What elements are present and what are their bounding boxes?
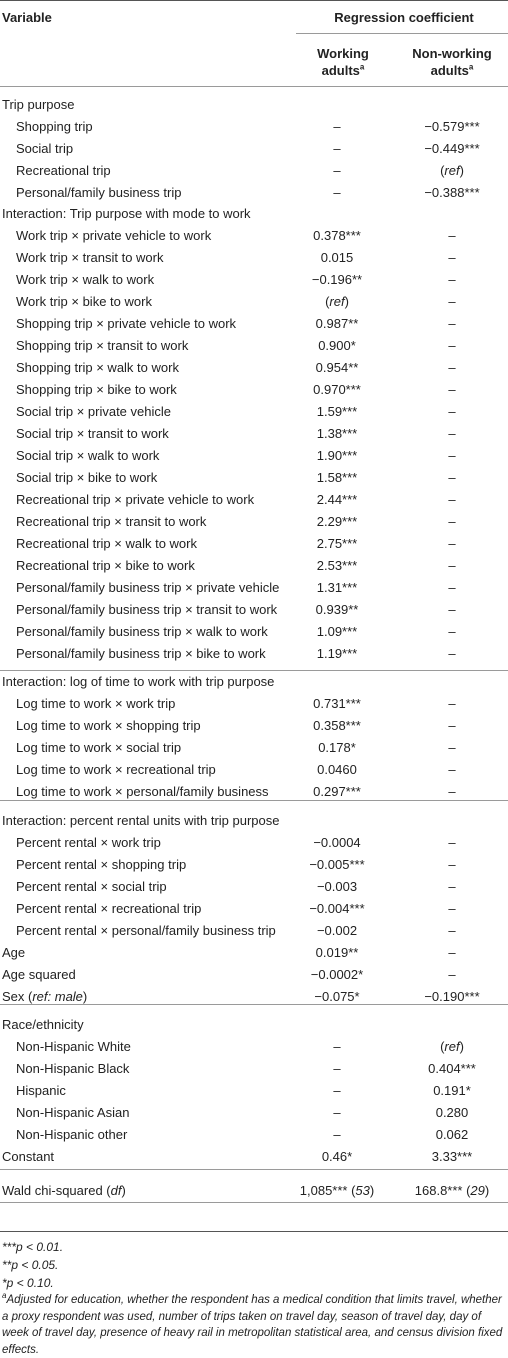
row-label: Non-Hispanic White (16, 1039, 131, 1054)
working-adults-value: 0.939** (315, 602, 359, 617)
row-label: Percent rental × social trip (16, 879, 167, 894)
row-label: Non-Hispanic Black (16, 1061, 130, 1076)
nonworking-adults-value: – (448, 901, 456, 916)
row-label: Sex (ref: male) (2, 989, 88, 1004)
row-label: Social trip (16, 141, 74, 156)
row-label: Age (2, 945, 26, 960)
working-adults-value: −0.0004 (313, 835, 361, 850)
table-row-recreational-trip-bike-to-work (0, 555, 508, 577)
table-row-shopping-trip-walk-to-work (0, 357, 508, 379)
header-nonworking-adults (398, 45, 506, 79)
working-adults-value: 0.015 (320, 250, 354, 265)
row-label: Log time to work × social trip (16, 740, 182, 755)
nonworking-adults-value: – (448, 228, 456, 243)
row-label: Personal/family business trip × transit to work (16, 602, 278, 617)
table-row-shopping-trip-private-vehicle-to-work (0, 313, 508, 335)
table-row-personal-family-business-trip-walk-to-work (0, 621, 508, 643)
row-label: Work trip × walk to work (16, 272, 155, 287)
working-adults-value: – (333, 185, 341, 200)
nonworking-adults-value: 0.062 (435, 1127, 469, 1142)
working-adults-value: – (333, 141, 341, 156)
working-adults-value: 0.378*** (313, 228, 361, 243)
table-row-work-trip-private-vehicle-to-work (0, 225, 508, 247)
nonworking-adults-value: – (448, 718, 456, 733)
table-row-non-hispanic-black (0, 1058, 508, 1080)
row-label: Race/ethnicity (2, 1017, 84, 1032)
table-row-social-trip-walk-to-work (0, 445, 508, 467)
footnote-p10: *p < 0.10. (2, 1276, 54, 1290)
working-adults-value: 1.09*** (316, 624, 358, 639)
working-adults-value: 1.59*** (316, 404, 358, 419)
nonworking-adults-value: – (448, 492, 456, 507)
working-adults-value: −0.002 (316, 923, 358, 938)
working-adults-value: – (333, 119, 341, 134)
working-adults-value: (ref) (325, 294, 349, 309)
working-adults-value: 1.90*** (316, 448, 358, 463)
row-label: Social trip × bike to work (16, 470, 158, 485)
working-adults-value: – (333, 1083, 341, 1098)
table-row-work-trip-transit-to-work (0, 247, 508, 269)
nonworking-adults-value: – (448, 338, 456, 353)
nonworking-adults-value: 3.33*** (431, 1149, 473, 1164)
nonworking-adults-value: – (448, 272, 456, 287)
row-label: Percent rental × shopping trip (16, 857, 187, 872)
row-label: Personal/family business trip (16, 185, 182, 200)
table-row-shopping-trip (0, 116, 508, 138)
row-label: Percent rental × personal/family business trip (16, 923, 276, 938)
table-rule (0, 1169, 508, 1170)
row-label: Log time to work × personal/family business (16, 784, 269, 799)
table-row-non-hispanic-white (0, 1036, 508, 1058)
row-label: Work trip × transit to work (16, 250, 164, 265)
nonworking-adults-value: – (448, 967, 456, 982)
header-working-line1: Working (317, 46, 369, 61)
working-adults-value: 1.31*** (316, 580, 358, 595)
nonworking-adults-value: – (448, 514, 456, 529)
nonworking-adults-value: – (448, 580, 456, 595)
row-label: Wald chi-squared (df) (2, 1183, 126, 1198)
row-label: Non-Hispanic other (16, 1127, 128, 1142)
table-row-recreational-trip (0, 160, 508, 182)
footnote-p05: **p < 0.05. (2, 1258, 59, 1272)
working-adults-value: 1,085*** (53) (299, 1183, 375, 1198)
table-row-personal-family-business-trip-bike-to-work (0, 643, 508, 665)
table-row-log-time-to-work-recreational-trip (0, 759, 508, 781)
row-label: Hispanic (16, 1083, 66, 1098)
row-label: Interaction: log of time to work with trip purpose (2, 674, 275, 689)
working-adults-value: – (333, 1105, 341, 1120)
nonworking-adults-value: – (448, 602, 456, 617)
table-row-personal-family-business-trip-private-vehicle (0, 577, 508, 599)
nonworking-adults-value: – (448, 646, 456, 661)
nonworking-adults-value: – (448, 470, 456, 485)
working-adults-value: 0.731*** (313, 696, 361, 711)
table-row-interaction-log-of-time-to-work-with-trip-purpose (0, 671, 508, 693)
footnote-p01: ***p < 0.01. (2, 1240, 64, 1254)
table-row-non-hispanic-other (0, 1124, 508, 1146)
nonworking-adults-value: −0.388*** (424, 185, 480, 200)
row-label: Personal/family business trip × private vehicle (16, 580, 280, 595)
nonworking-adults-value: −0.449*** (424, 141, 480, 156)
table-row-interaction-trip-purpose-with-mode-to-work (0, 203, 508, 225)
nonworking-adults-value: −0.190*** (424, 989, 480, 1004)
row-label: Personal/family business trip × walk to work (16, 624, 268, 639)
row-label: Log time to work × work trip (16, 696, 176, 711)
nonworking-adults-value: 0.404*** (428, 1061, 476, 1076)
row-label: Social trip × private vehicle (16, 404, 171, 419)
footnote-marker-a: a (468, 62, 474, 72)
working-adults-value: 2.53*** (316, 558, 358, 573)
header-sub-rule (296, 33, 508, 34)
row-label: Recreational trip × bike to work (16, 558, 195, 573)
table-row-social-trip-bike-to-work (0, 467, 508, 489)
table-row-shopping-trip-bike-to-work (0, 379, 508, 401)
table-row-race-ethnicity (0, 1014, 508, 1036)
table-row-percent-rental-social-trip (0, 876, 508, 898)
working-adults-value: – (333, 1039, 341, 1054)
nonworking-adults-value: – (448, 558, 456, 573)
working-adults-value: 0.178* (318, 740, 356, 755)
row-label: Log time to work × recreational trip (16, 762, 216, 777)
row-label: Constant (2, 1149, 55, 1164)
header-nonworking-line2: adults$^a$ (430, 62, 474, 78)
nonworking-adults-value: – (448, 945, 456, 960)
working-adults-value: 0.358*** (313, 718, 361, 733)
row-label: Recreational trip (16, 163, 111, 178)
table-rule (0, 1231, 508, 1232)
nonworking-adults-value: – (448, 784, 456, 799)
working-adults-value: 0.954** (315, 360, 359, 375)
header-regression-coefficient: Regression coefficient (334, 10, 474, 25)
footnote-note: $^a$Adjusted for education, whether the respondent has a medical condition that limits travel, whether a proxy respondent was used, number of trips taken on travel day, season of travel day, day of week of travel day, presence of heavy rail in metropolitan statistical area, and census division fixed effects. (2, 1291, 503, 1356)
table-row-social-trip (0, 138, 508, 160)
row-label: Shopping trip × private vehicle to work (16, 316, 237, 331)
row-label: Social trip × transit to work (16, 426, 169, 441)
table-row-trip-purpose (0, 94, 508, 116)
working-adults-value: 0.970*** (313, 382, 361, 397)
table-row-constant (0, 1146, 508, 1168)
working-adults-value: −0.0002* (310, 967, 364, 982)
table-row-social-trip-transit-to-work (0, 423, 508, 445)
row-label: Interaction: percent rental units with trip purpose (2, 813, 280, 828)
row-label: Work trip × bike to work (16, 294, 152, 309)
table-rule (0, 800, 508, 801)
table-row-interaction-percent-rental-units-with-trip-purpose (0, 810, 508, 832)
nonworking-adults-value: −0.579*** (424, 119, 480, 134)
table-row-personal-family-business-trip-transit-to-work (0, 599, 508, 621)
table-row-log-time-to-work-shopping-trip (0, 715, 508, 737)
nonworking-adults-value: – (448, 426, 456, 441)
working-adults-value: – (333, 1127, 341, 1142)
nonworking-adults-value: 0.191* (433, 1083, 471, 1098)
table-row-wald-chi-squared-df (0, 1180, 508, 1202)
row-label: Personal/family business trip × bike to work (16, 646, 266, 661)
table-row-percent-rental-work-trip (0, 832, 508, 854)
row-label: Percent rental × recreational trip (16, 901, 202, 916)
table-row-work-trip-bike-to-work (0, 291, 508, 313)
table-row-hispanic (0, 1080, 508, 1102)
table-row-personal-family-business-trip (0, 182, 508, 204)
row-label: Non-Hispanic Asian (16, 1105, 130, 1120)
row-label: Shopping trip × bike to work (16, 382, 177, 397)
row-label: Recreational trip × walk to work (16, 536, 197, 551)
table-row-shopping-trip-transit-to-work (0, 335, 508, 357)
working-adults-value: −0.196** (311, 272, 363, 287)
nonworking-adults-value: – (448, 857, 456, 872)
working-adults-value: −0.005*** (309, 857, 365, 872)
table-row-work-trip-walk-to-work (0, 269, 508, 291)
working-adults-value: 1.38*** (316, 426, 358, 441)
working-adults-value: 0.297*** (313, 784, 361, 799)
row-label: Social trip × walk to work (16, 448, 160, 463)
footnote-marker-a: a (359, 62, 365, 72)
row-label: Shopping trip (16, 119, 93, 134)
nonworking-adults-value: – (448, 360, 456, 375)
header-nonworking-line1: Non-working (412, 46, 492, 61)
nonworking-adults-value: – (448, 923, 456, 938)
working-adults-value: 0.019** (315, 945, 359, 960)
row-label: Log time to work × shopping trip (16, 718, 201, 733)
nonworking-adults-value: (ref) (440, 1039, 464, 1054)
working-adults-value: 1.58*** (316, 470, 358, 485)
nonworking-adults-value: – (448, 316, 456, 331)
table-rule (0, 670, 508, 671)
table-row-log-time-to-work-social-trip (0, 737, 508, 759)
nonworking-adults-value: 0.280 (435, 1105, 469, 1120)
table-rule (0, 1202, 508, 1203)
working-adults-value: 0.0460 (317, 762, 357, 777)
header-working-line2: adults$^a$ (321, 62, 365, 78)
row-label: Recreational trip × transit to work (16, 514, 207, 529)
nonworking-adults-value: – (448, 835, 456, 850)
nonworking-adults-value: – (448, 762, 456, 777)
row-label: Age squared (2, 967, 76, 982)
table-row-recreational-trip-private-vehicle-to-work (0, 489, 508, 511)
table-row-age (0, 942, 508, 964)
nonworking-adults-value: – (448, 250, 456, 265)
working-adults-value: 0.900* (318, 338, 356, 353)
table-row-age-squared (0, 964, 508, 986)
table-row-non-hispanic-asian (0, 1102, 508, 1124)
table-row-log-time-to-work-work-trip (0, 693, 508, 715)
header-variable: Variable (2, 10, 52, 25)
row-label: Percent rental × work trip (16, 835, 161, 850)
working-adults-value: 1.19*** (316, 646, 358, 661)
nonworking-adults-value: – (448, 382, 456, 397)
nonworking-adults-value: (ref) (440, 163, 464, 178)
working-adults-value: 2.75*** (316, 536, 358, 551)
table-row-recreational-trip-transit-to-work (0, 511, 508, 533)
table-row-percent-rental-personal-family-business-trip (0, 920, 508, 942)
working-adults-value: 0.987** (315, 316, 359, 331)
nonworking-adults-value: – (448, 448, 456, 463)
nonworking-adults-value: – (448, 536, 456, 551)
table-top-rule (0, 0, 508, 1)
nonworking-adults-value: – (448, 624, 456, 639)
table-row-recreational-trip-walk-to-work (0, 533, 508, 555)
table-rule (0, 1004, 508, 1005)
table-rule (0, 86, 508, 87)
table-row-percent-rental-shopping-trip (0, 854, 508, 876)
row-label: Shopping trip × transit to work (16, 338, 189, 353)
row-label: Trip purpose (2, 97, 75, 112)
working-adults-value: – (333, 163, 341, 178)
working-adults-value: −0.075* (314, 989, 360, 1004)
row-label: Work trip × private vehicle to work (16, 228, 212, 243)
nonworking-adults-value: 168.8*** (29) (414, 1183, 490, 1198)
nonworking-adults-value: – (448, 404, 456, 419)
working-adults-value: – (333, 1061, 341, 1076)
table-row-percent-rental-recreational-trip (0, 898, 508, 920)
nonworking-adults-value: – (448, 294, 456, 309)
nonworking-adults-value: – (448, 740, 456, 755)
nonworking-adults-value: – (448, 879, 456, 894)
working-adults-value: 0.46* (321, 1149, 353, 1164)
table-row-social-trip-private-vehicle (0, 401, 508, 423)
row-label: Interaction: Trip purpose with mode to work (2, 206, 251, 221)
working-adults-value: 2.44*** (316, 492, 358, 507)
row-label: Shopping trip × walk to work (16, 360, 179, 375)
working-adults-value: −0.004*** (309, 901, 365, 916)
working-adults-value: −0.003 (316, 879, 358, 894)
nonworking-adults-value: – (448, 696, 456, 711)
header-working-adults (296, 45, 390, 79)
working-adults-value: 2.29*** (316, 514, 358, 529)
row-label: Recreational trip × private vehicle to work (16, 492, 255, 507)
